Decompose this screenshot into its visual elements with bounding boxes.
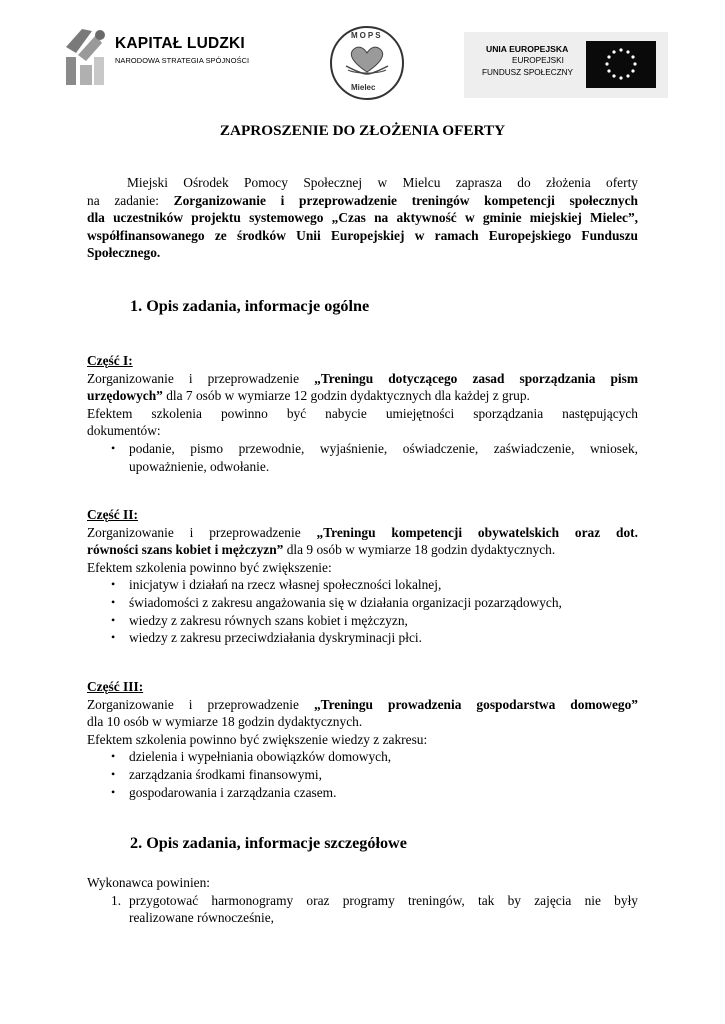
- part-line: dokumentów:: [87, 423, 161, 439]
- training-name: równości szans kobiet i mężczyzn”: [87, 542, 284, 558]
- part-line: dla 10 osób w wymiarze 18 godzin dydaktycznych.: [87, 714, 363, 730]
- intro-paragraph: [87, 174, 638, 262]
- list-item: • zarządzania środkami finansowymi,: [87, 766, 638, 784]
- part-2: [87, 506, 638, 647]
- part-line: Efektem szkolenia powinno być zwiększenie:: [87, 559, 332, 575]
- list-item: • wiedzy z zakresu równych szans kobiet i mężczyzn,: [87, 612, 638, 630]
- part-text: dla 9 osób w wymiarze 18 godzin dydaktycznych.: [283, 542, 556, 558]
- intro-line: Miejski Ośrodek Pomocy Społecznej w Mielcu zaprasza do złożenia oferty: [127, 175, 638, 190]
- mops-city-label: Mielec: [351, 83, 376, 92]
- part-line: [87, 541, 638, 559]
- kapital-ludzki-logo: [62, 27, 262, 87]
- part-line: Efektem szkolenia powinno być zwiększenie wiedzy z zakresu:: [87, 731, 428, 747]
- section-heading-general: 1. Opis zadania, informacje ogólne: [130, 297, 370, 315]
- bullet-list: [87, 576, 638, 646]
- list-item: • dzielenia i wypełniania obowiązków domowych,: [87, 748, 638, 766]
- mops-label: MOPS: [351, 31, 383, 40]
- eu-flag-icon: [586, 41, 656, 88]
- bullet-list: [87, 748, 638, 801]
- eu-european-label: EUROPEJSKI: [512, 56, 564, 65]
- list-item: [87, 440, 638, 475]
- logo-bar: [0, 0, 725, 110]
- list-item-number: 1.: [111, 892, 122, 908]
- training-name: „Treningu prowadzenia gospodarstwa domowego”: [313, 696, 639, 712]
- bullet-list: [87, 440, 638, 475]
- part-line: [87, 524, 638, 542]
- eu-fund-label: FUNDUSZ SPOŁECZNY: [482, 68, 573, 77]
- intro-line: [87, 244, 638, 262]
- intro-line: [87, 192, 638, 210]
- part-line: [87, 370, 638, 388]
- part-heading: Część I:: [87, 353, 133, 368]
- page-title: ZAPROSZENIE DO ZŁOŻENIA OFERTY: [219, 122, 506, 139]
- contractor-intro: Wykonawca powinien:: [87, 875, 211, 890]
- intro-task-name: Zorganizowanie i przeprowadzenie treningów kompetencji społecznych: [173, 192, 638, 208]
- part-text: Zorganizowanie i przeprowadzenie: [87, 696, 314, 712]
- training-name: „Treningu kompetencji obywatelskich oraz dot.: [316, 524, 638, 540]
- part-line: Efektem szkolenia powinno być nabycie umiejętności sporządzania następujących: [87, 405, 638, 421]
- list-item-line: • podanie, pismo przewodnie, wyjaśnienie, oświadczenie, zaświadczenie, wniosek,: [129, 440, 638, 456]
- part-heading: Część II:: [87, 507, 138, 522]
- kapital-ludzki-subtitle: NARODOWA STRATEGIA SPÓJNOŚCI: [115, 56, 250, 65]
- training-name: „Treningu dotyczącego zasad sporządzania pism: [314, 370, 638, 386]
- part-text: dla 7 osób w wymiarze 12 godzin dydaktycznych dla każdej z grup.: [162, 388, 530, 404]
- list-item: • inicjatyw i działań na rzecz własnej społeczności lokalnej,: [87, 576, 638, 594]
- list-item: • gospodarowania i zarządzania czasem.: [87, 784, 638, 802]
- eu-union-label: UNIA EUROPEJSKA: [486, 44, 569, 54]
- part-heading: Część III:: [87, 679, 144, 694]
- heart-hands-icon: [342, 44, 392, 78]
- numbered-list: [87, 892, 638, 927]
- list-item-line: upoważnienie, odwołanie.: [129, 458, 270, 474]
- intro-text: na zadanie:: [87, 192, 174, 208]
- part-text: Zorganizowanie i przeprowadzenie: [87, 370, 315, 386]
- intro-task-name: współfinansowanego ze środków Unii Europejskiej w ramach Europejskiego Funduszu: [87, 227, 638, 243]
- list-item-line: przygotować harmonogramy oraz programy treningów, tak by zajęcia nie były: [129, 892, 638, 908]
- part-line: [87, 387, 638, 405]
- kapital-ludzki-title: KAPITAŁ LUDZKI: [115, 35, 245, 52]
- list-item: [87, 892, 638, 927]
- intro-line: [87, 209, 638, 227]
- list-item: • świadomości z zakresu angażowania się w działania organizacji pozarządowych,: [87, 594, 638, 612]
- contractor-requirements: [87, 874, 638, 927]
- list-item-line: realizowane równocześnie,: [129, 910, 274, 926]
- part-line: [87, 696, 638, 714]
- intro-line: [87, 227, 638, 245]
- kapital-ludzki-emblem-icon: [62, 27, 110, 87]
- list-item: • wiedzy z zakresu przeciwdziałania dyskryminacji płci.: [87, 629, 638, 647]
- mops-logo: [330, 26, 404, 102]
- intro-task-name: Społecznego.: [87, 245, 161, 261]
- part-text: Zorganizowanie i przeprowadzenie: [87, 524, 317, 540]
- section-heading-detailed: 2. Opis zadania, informacje szczegółowe: [130, 834, 407, 852]
- intro-task-name: dla uczestników projektu systemowego „Czas na aktywność w gminie miejskiej Mielec”,: [87, 210, 638, 226]
- part-3: [87, 678, 638, 801]
- training-name: urzędowych”: [87, 388, 163, 404]
- eu-logo: [464, 32, 668, 98]
- part-1: [87, 352, 638, 475]
